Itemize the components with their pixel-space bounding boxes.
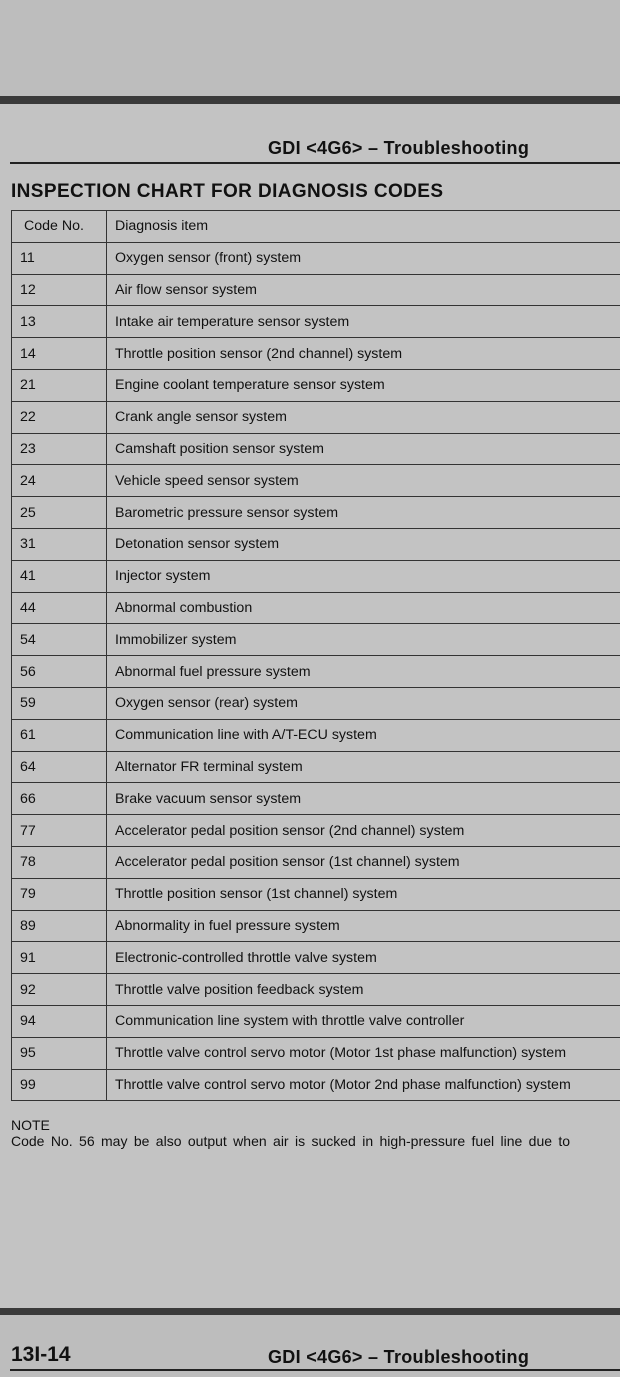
table-row [12,528,620,560]
code-cell: 94 [12,1005,107,1037]
diagnosis-item-cell: Throttle position sensor (1st channel) system [107,878,620,910]
page-number: 13I-14 [11,1343,71,1366]
code-cell: 79 [12,878,107,910]
code-cell: 92 [12,974,107,1006]
table-row [12,624,620,656]
table-header-row [12,211,620,243]
diagnosis-item-cell: Brake vacuum sensor system [107,783,620,815]
table-row [12,751,620,783]
code-cell: 12 [12,274,107,306]
table-row [12,783,620,815]
diagnosis-item-cell: Communication line with A/T-ECU system [107,719,620,751]
diagnosis-code-table [11,210,620,1101]
code-cell: 24 [12,465,107,497]
page-header-title: GDI <4G6> – Troubleshooting [268,138,530,158]
table-row [12,942,620,974]
table-row [12,560,620,592]
header-rule [10,162,620,164]
table-row [12,592,620,624]
code-cell: 25 [12,497,107,529]
code-cell: 11 [12,242,107,274]
code-cell: 95 [12,1037,107,1069]
table-row [12,815,620,847]
diagnosis-item-cell: Air flow sensor system [107,274,620,306]
diagnosis-item-cell: Crank angle sensor system [107,401,620,433]
diagnosis-item-cell: Abnormal combustion [107,592,620,624]
code-cell: 31 [12,528,107,560]
code-cell: 91 [12,942,107,974]
diagnosis-item-cell: Abnormality in fuel pressure system [107,910,620,942]
table-row [12,687,620,719]
table-row [12,878,620,910]
diagnosis-item-cell: Intake air temperature sensor system [107,306,620,338]
diagnosis-item-cell: Alternator FR terminal system [107,751,620,783]
code-cell: 13 [12,306,107,338]
code-cell: 64 [12,751,107,783]
diagnosis-item-cell: Injector system [107,560,620,592]
code-cell: 99 [12,1069,107,1101]
note-text: Code No. 56 may be also output when air is sucked in high-pressure fuel line due to [11,1133,571,1149]
diagnosis-item-cell: Abnormal fuel pressure system [107,656,620,688]
code-cell: 78 [12,846,107,878]
code-cell: 54 [12,624,107,656]
code-cell: 61 [12,719,107,751]
table-row [12,846,620,878]
table-row [12,401,620,433]
code-cell: 66 [12,783,107,815]
diagnosis-item-cell: Barometric pressure sensor system [107,497,620,529]
diagnosis-item-cell: Throttle valve control servo motor (Motor 1st phase malfunction) system [107,1037,620,1069]
table-row [12,338,620,370]
diagnosis-item-cell: Throttle position sensor (2nd channel) system [107,338,620,370]
code-cell: 77 [12,815,107,847]
diagnosis-item-cell: Oxygen sensor (rear) system [107,687,620,719]
table-row [12,369,620,401]
code-cell: 41 [12,560,107,592]
table-row [12,1069,620,1101]
table-row [12,306,620,338]
code-cell: 23 [12,433,107,465]
page-separator-bottom [0,1308,620,1315]
table-row [12,433,620,465]
diagnosis-item-cell: Immobilizer system [107,624,620,656]
table-row [12,1037,620,1069]
table-row [12,497,620,529]
code-cell: 89 [12,910,107,942]
code-cell: 21 [12,369,107,401]
column-header-item: Diagnosis item [107,211,620,243]
diagnosis-item-cell: Vehicle speed sensor system [107,465,620,497]
code-cell: 56 [12,656,107,688]
table-row [12,274,620,306]
diagnosis-item-cell: Throttle valve position feedback system [107,974,620,1006]
note-label: NOTE [11,1117,50,1133]
code-cell: 22 [12,401,107,433]
diagnosis-item-cell: Accelerator pedal position sensor (2nd channel) system [107,815,620,847]
table-row [12,719,620,751]
page-separator-top [0,96,620,104]
table-row [12,465,620,497]
page-footer-title: GDI <4G6> – Troubleshooting [268,1347,530,1367]
code-cell: 44 [12,592,107,624]
table-row [12,656,620,688]
diagnosis-item-cell: Throttle valve control servo motor (Motor 2nd phase malfunction) system [107,1069,620,1101]
diagnosis-code-table-body [12,211,620,1101]
table-row [12,910,620,942]
code-cell: 14 [12,338,107,370]
table-row [12,242,620,274]
chart-title: INSPECTION CHART FOR DIAGNOSIS CODES [11,181,444,202]
diagnosis-item-cell: Electronic-controlled throttle valve system [107,942,620,974]
table-row [12,1005,620,1037]
diagnosis-item-cell: Accelerator pedal position sensor (1st channel) system [107,846,620,878]
diagnosis-item-cell: Camshaft position sensor system [107,433,620,465]
diagnosis-item-cell: Communication line system with throttle valve controller [107,1005,620,1037]
diagnosis-item-cell: Oxygen sensor (front) system [107,242,620,274]
diagnosis-item-cell: Engine coolant temperature sensor system [107,369,620,401]
footer-rule [10,1369,620,1371]
table-row [12,974,620,1006]
code-cell: 59 [12,687,107,719]
column-header-code: Code No. [12,211,107,243]
diagnosis-item-cell: Detonation sensor system [107,528,620,560]
